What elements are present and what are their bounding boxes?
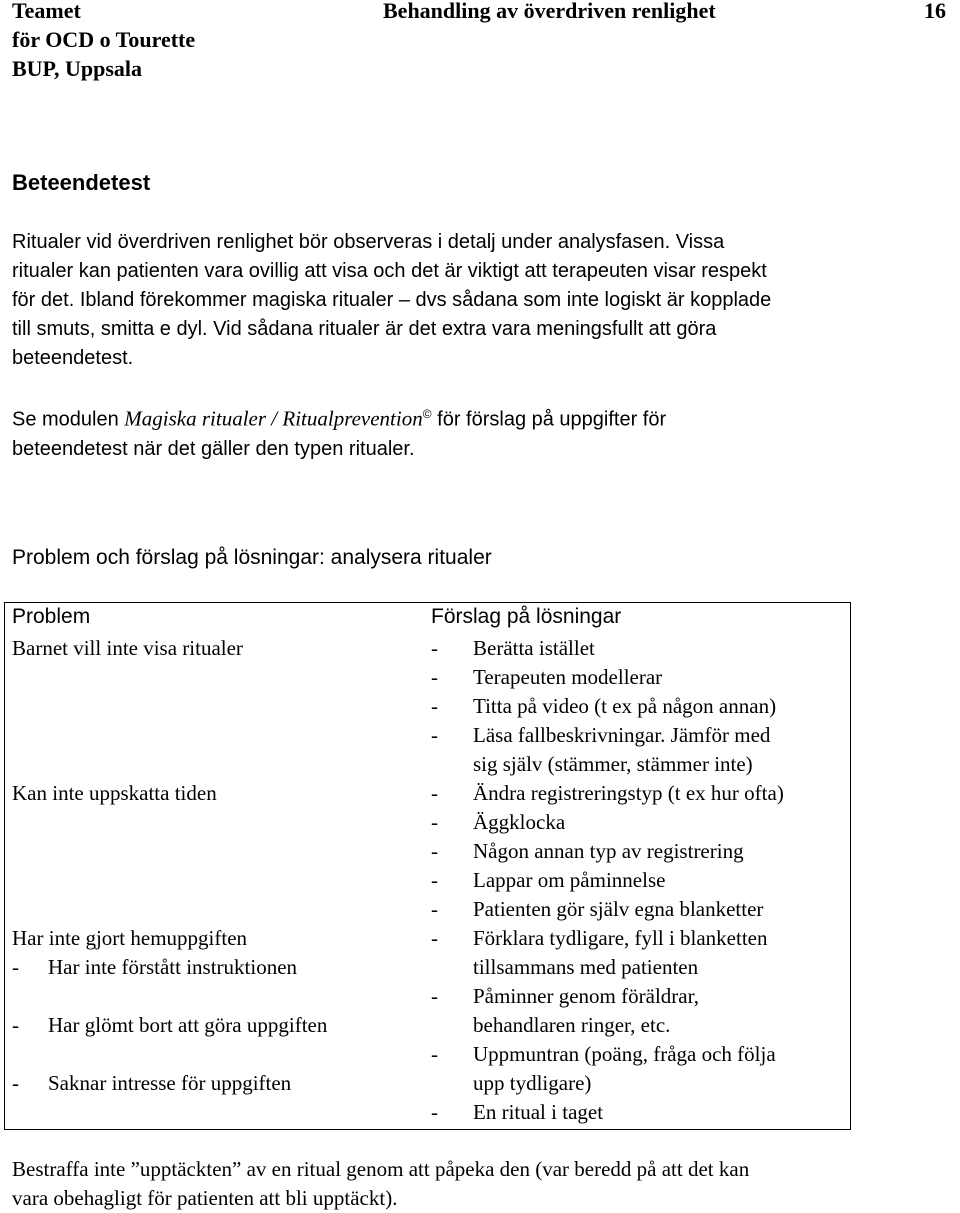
list-item: - Terapeuten modellerar xyxy=(431,665,663,689)
table-row-2-solutions xyxy=(431,779,784,924)
list-item: - Äggklocka xyxy=(431,810,566,834)
paragraph-2-suffix: för förslag på uppgifter för xyxy=(431,408,667,431)
section-title: Beteendetest xyxy=(12,170,151,195)
paragraph-2-prefix: Se modulen xyxy=(12,408,125,431)
list-item: - Har inte förstått instruktionen xyxy=(12,955,298,979)
paragraph-1-line: beteendetest. xyxy=(12,347,134,369)
table-title: Problem och förslag på lösningar: analysera ritualer xyxy=(12,546,492,569)
footer-line: Bestraffa inte ”upptäckten” av en ritual genom att påpeka den (var beredd på att det kan xyxy=(12,1157,750,1181)
list-item-continuation: sig själv (stämmer, stämmer inte) xyxy=(473,752,753,776)
module-reference: Magiska ritualer / Ritualprevention xyxy=(124,406,423,431)
header-org-line-3: BUP, Uppsala xyxy=(12,56,143,81)
header-title: Behandling av överdriven renlighet xyxy=(383,0,716,23)
list-item-continuation: upp tydligare) xyxy=(473,1071,592,1095)
table-row-1-solutions xyxy=(431,634,776,779)
footer-line: vara obehagligt för patienten att bli upptäckt). xyxy=(12,1186,398,1210)
paragraph-1-line: till smuts, smitta e dyl. Vid sådana ritualer är det extra vara meningsfullt att göra xyxy=(12,318,717,340)
paragraph-1-line: för det. Ibland förekommer magiska ritualer – dvs sådana som inte logiskt är kopplade xyxy=(12,289,772,311)
list-item: - Har glömt bort att göra uppgiften xyxy=(12,1013,328,1037)
paragraph-1 xyxy=(12,228,771,373)
paragraph-1-line: ritualer kan patienten vara ovillig att visa och det är viktigt att terapeuten visar respekt xyxy=(12,260,767,282)
list-item: - Någon annan typ av registrering xyxy=(431,839,744,863)
table-row-1-problem: Barnet vill inte visa ritualer xyxy=(12,636,243,660)
list-item: - Ändra registreringstyp (t ex hur ofta) xyxy=(431,781,784,805)
table-header-problem: Problem xyxy=(12,605,91,628)
table-row-3-solutions xyxy=(431,924,776,1127)
list-item: - Läsa fallbeskrivningar. Jämför med xyxy=(431,723,771,747)
list-item: - Titta på video (t ex på någon annan) xyxy=(431,694,777,718)
list-item: - Saknar intresse för uppgiften xyxy=(12,1071,292,1095)
table-row-2-problem: Kan inte uppskatta tiden xyxy=(12,781,217,805)
paragraph-2-line-1 xyxy=(12,400,666,435)
table-header-solutions: Förslag på lösningar xyxy=(431,605,622,628)
table-row-3-problem xyxy=(12,924,327,1098)
header-org-line-1: Teamet xyxy=(12,0,81,23)
header-org-line-2: för OCD o Tourette xyxy=(12,27,196,52)
list-item: - Uppmuntran (poäng, fråga och följa xyxy=(431,1042,776,1066)
list-item: - En ritual i taget xyxy=(431,1100,604,1124)
list-item: Har inte gjort hemuppgiften xyxy=(12,926,248,950)
list-item-continuation: behandlaren ringer, etc. xyxy=(473,1013,671,1037)
list-item: - Förklara tydligare, fyll i blanketten xyxy=(431,926,768,950)
list-item: - Lappar om påminnelse xyxy=(431,868,666,892)
copyright-mark: © xyxy=(422,407,432,421)
paragraph-2-line-2: beteendetest när det gäller den typen ritualer. xyxy=(12,437,415,460)
paragraph-2 xyxy=(12,400,666,464)
page-number: 16 xyxy=(924,0,946,23)
footer-paragraph xyxy=(12,1155,749,1213)
list-item-continuation: tillsammans med patienten xyxy=(473,955,699,979)
list-item: - Patienten gör själv egna blanketter xyxy=(431,897,764,921)
list-item: - Berätta istället xyxy=(431,636,595,660)
list-item: - Påminner genom föräldrar, xyxy=(431,984,699,1008)
paragraph-1-line: Ritualer vid överdriven renlighet bör observeras i detalj under analysfasen. Vissa xyxy=(12,231,725,253)
